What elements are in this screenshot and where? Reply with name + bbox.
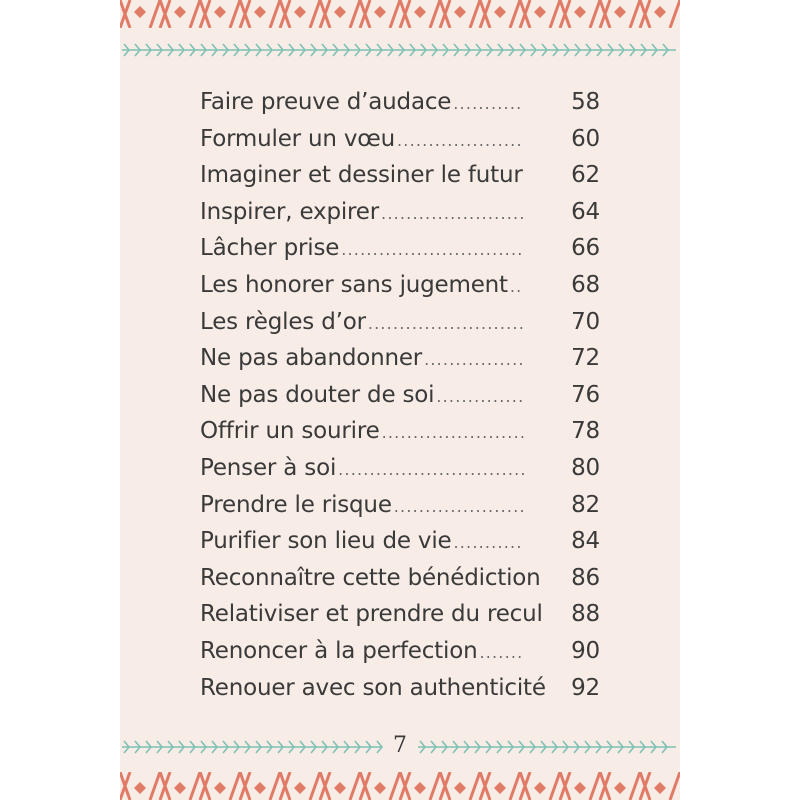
toc-entry-leader xyxy=(453,94,524,113)
page-number-text: 7 xyxy=(383,733,417,758)
toc-entry xyxy=(200,199,600,236)
top-arrow-divider xyxy=(120,40,680,60)
toc-entry-title: Prendre le risque xyxy=(200,491,392,518)
toc-entry-page: 60 xyxy=(571,125,600,152)
toc-entry-page: 62 xyxy=(571,162,600,189)
toc-entry-title: Imaginer et dessiner le futur xyxy=(200,162,523,189)
toc-entry-leader xyxy=(394,497,524,516)
toc-entry-title: Formuler un vœu xyxy=(200,125,396,152)
toc-entry-page: 64 xyxy=(571,198,600,225)
toc-entry xyxy=(200,601,600,638)
toc-entry-leader xyxy=(341,240,524,259)
toc-entry xyxy=(200,492,600,529)
bottom-border-pattern xyxy=(120,772,680,800)
toc-entry-page: 66 xyxy=(571,235,600,262)
page-number xyxy=(120,733,680,758)
book-page xyxy=(120,0,680,800)
toc-entry-page: 78 xyxy=(571,418,600,445)
toc-entry-leader xyxy=(368,314,524,333)
toc-entry-page: 72 xyxy=(571,345,600,372)
table-of-contents xyxy=(200,89,600,711)
toc-entry-title: Inspirer, expirer xyxy=(200,198,380,225)
toc-entry-title: Les règles d’or xyxy=(200,308,366,335)
toc-entry-title: Purifier son lieu de vie xyxy=(200,528,452,555)
toc-entry xyxy=(200,455,600,492)
toc-entry xyxy=(200,235,600,272)
toc-entry-title: Relativiser et prendre du recul xyxy=(200,601,543,628)
toc-entry xyxy=(200,565,600,602)
toc-entry-leader xyxy=(424,350,524,369)
toc-entry-leader xyxy=(381,204,524,223)
toc-entry-page: 76 xyxy=(571,381,600,408)
toc-entry-title: Penser à soi xyxy=(200,454,337,481)
toc-entry-page: 90 xyxy=(571,637,600,664)
toc-entry-page: 80 xyxy=(571,454,600,481)
toc-entry-leader xyxy=(338,460,524,479)
toc-entry xyxy=(200,418,600,455)
toc-entry-title: Ne pas abandonner xyxy=(200,345,423,372)
toc-entry xyxy=(200,382,600,419)
top-border-pattern xyxy=(120,0,680,28)
toc-entry xyxy=(200,162,600,199)
toc-entry-title: Ne pas douter de soi xyxy=(200,381,435,408)
toc-entry xyxy=(200,272,600,309)
toc-entry-page: 92 xyxy=(571,674,600,701)
toc-entry xyxy=(200,345,600,382)
toc-entry-page: 88 xyxy=(571,601,600,628)
toc-entry-title: Renoncer à la perfection xyxy=(200,637,478,664)
toc-entry-page: 82 xyxy=(571,491,600,518)
toc-entry-page: 70 xyxy=(571,308,600,335)
toc-entry-page: 86 xyxy=(571,564,600,591)
toc-entry-title: Offrir un sourire xyxy=(200,418,380,445)
toc-entry xyxy=(200,638,600,675)
toc-entry-leader xyxy=(382,423,524,442)
toc-entry-page: 58 xyxy=(571,89,600,115)
toc-entry xyxy=(200,126,600,163)
toc-entry xyxy=(200,89,600,126)
toc-entry-leader xyxy=(397,131,524,150)
toc-entry-leader xyxy=(453,533,524,552)
toc-entry xyxy=(200,675,600,712)
toc-entry-leader xyxy=(436,387,524,406)
toc-entry-page: 84 xyxy=(571,528,600,555)
toc-entry xyxy=(200,309,600,346)
toc-entry-title: Reconnaître cette bénédiction xyxy=(200,564,541,591)
toc-entry-title: Les honorer sans jugement xyxy=(200,271,508,298)
toc-entry-title: Renouer avec son authenticité xyxy=(200,674,546,701)
toc-entry-leader xyxy=(510,277,524,296)
toc-entry-page: 68 xyxy=(571,271,600,298)
toc-entry-title: Lâcher prise xyxy=(200,235,340,262)
toc-entry-title: Faire preuve d’audace xyxy=(200,89,452,115)
toc-entry-leader xyxy=(479,643,524,662)
toc-entry xyxy=(200,528,600,565)
